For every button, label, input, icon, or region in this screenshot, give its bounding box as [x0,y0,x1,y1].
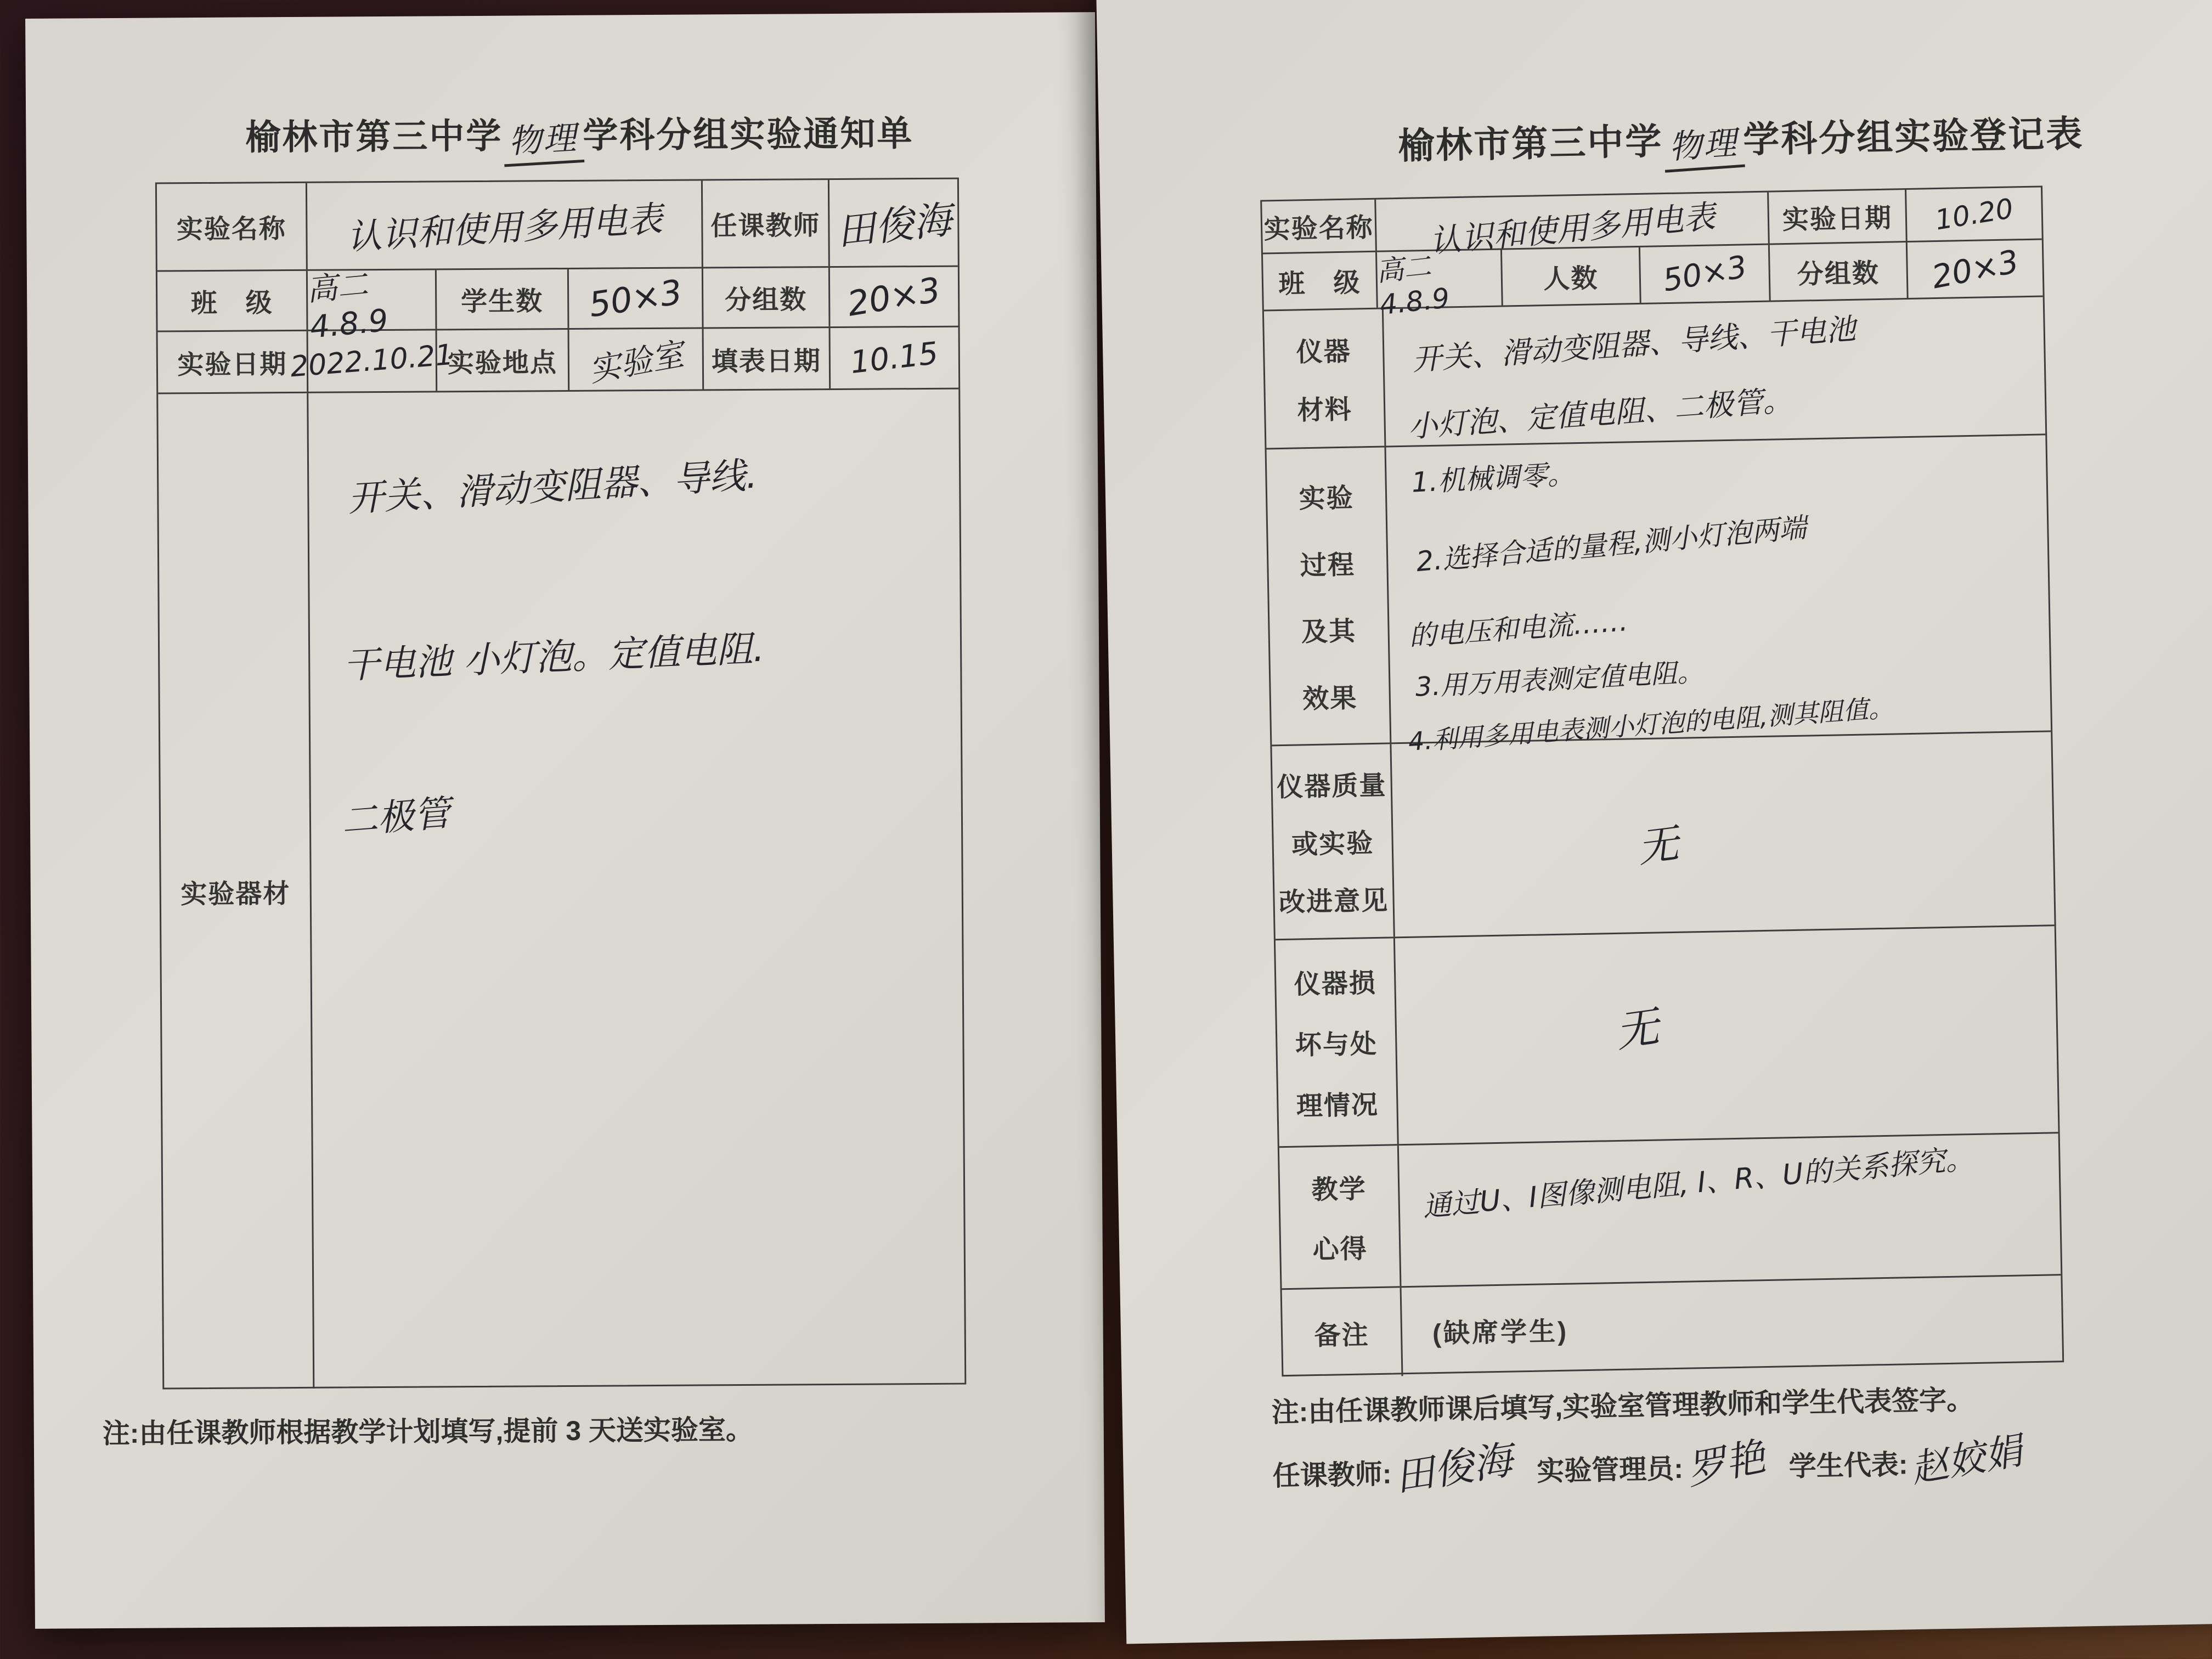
fill-date-value-cell [831,328,959,388]
materials-label-line: 材料 [1297,395,1353,426]
damage-label-line: 仪器损 [1294,968,1377,1000]
place-label: 实验地点 [447,348,558,378]
equipment-content-cell [308,390,964,1389]
experiment-date-value-cell [1906,188,2042,241]
quality-label-cell [1272,744,1395,939]
groups-value-cell [830,267,958,326]
groups-label-cell [1770,242,1909,301]
equipment-handwriting-line: 开关、滑动变阻器、导线. [346,454,759,520]
process-label-line: 及其 [1301,617,1357,647]
teacher-label-cell [703,180,830,267]
students-label: 学生数 [461,287,544,317]
count-handwriting: 50×3 [1660,249,1750,299]
materials-handwriting-line: 开关、滑动变阻器、导线、干电池 [1411,311,1857,377]
process-handwriting-line: 2.选择合适的量程,测小灯泡两端 [1414,511,1808,578]
registration-form-title [1397,104,2084,172]
process-label-line: 效果 [1302,684,1358,714]
process-label-cell [1267,447,1392,744]
process-label-line: 过程 [1300,550,1356,581]
groups-label-cell [703,268,831,327]
groups-value-cell [1908,240,2043,297]
materials-handwriting-line: 小灯泡、定值电阻、二极管。 [1407,382,1793,445]
table-row [157,179,958,272]
groups-label: 分组数 [725,285,808,315]
notice-form-title [245,105,914,163]
registration-footnote: 注:由任课教师课后填写,实验室管理教师和学生代表签字。 [1271,1384,1974,1428]
table-row [1279,1133,2061,1290]
damage-label-cell [1276,938,1399,1146]
table-row [158,390,964,1390]
students-value-cell [569,268,704,328]
handwritten-subject: 物理 [501,111,584,167]
title-school-text: 榆林市第三中学 [1397,121,1664,166]
experiment-name-label: 实验名称 [1263,213,1374,245]
notice-form-page [25,12,1105,1629]
notice-table [155,178,966,1390]
table-row [1272,732,2054,940]
insight-content-cell [1399,1133,2061,1286]
class-handwriting: 高二4.8.9 [1374,250,1451,321]
fill-date-label-cell [704,328,831,389]
teacher-signature-cell [830,179,958,266]
experiment-date-handwriting: 10.20 [1933,192,2016,236]
experiment-name-label-cell [157,183,308,270]
table-row [1264,297,2045,449]
student-signature-label: 学生代表: [1788,1449,1908,1482]
student-signature: 赵姣娟 [1908,1429,2026,1492]
title-suffix-text: 学科分组实验登记表 [1742,113,2084,160]
experiment-date-label-cell [158,331,309,393]
class-label-cell [157,271,308,331]
experiment-date-handwriting: 2022.10.21 [289,338,455,384]
count-label: 人数 [1543,264,1599,295]
place-value-cell [569,329,704,390]
quality-label-line: 改进意见 [1278,886,1389,918]
quality-handwriting: 无 [1635,820,1681,872]
place-handwriting: 实验室 [586,335,687,390]
process-handwriting-line: 1.机械调零。 [1410,458,1576,499]
groups-handwriting: 20×3 [844,269,944,324]
damage-content-cell [1395,926,2058,1144]
manager-signature: 罗艳 [1682,1433,1769,1494]
insight-label-line: 心得 [1312,1234,1368,1265]
count-value-cell [1640,245,1771,303]
remark-content-cell [1402,1276,2063,1376]
class-handwriting: 高二4.8.9 [305,267,390,346]
teacher-signature-label: 任课教师: [1272,1458,1392,1492]
class-label: 班 级 [190,289,273,319]
title-suffix-text: 学科分组实验通知单 [583,114,914,155]
students-label-cell [437,269,569,329]
count-label-cell [1502,247,1641,306]
experiment-name-label: 实验名称 [176,215,287,245]
equipment-handwriting-line: 干电池 小灯泡。定值电阻. [342,627,765,687]
insight-label-line: 教学 [1311,1175,1367,1205]
table-row [158,328,959,394]
registration-form-page [1096,0,2212,1644]
table-row [157,267,958,346]
class-label: 班 级 [1278,268,1361,299]
experiment-date-value-cell [289,330,455,391]
experiment-date-label: 实验日期 [1782,204,1893,235]
remark-label: 备注 [1314,1321,1370,1351]
table-row [1267,435,2051,757]
materials-content-cell [1384,297,2045,445]
damage-handwriting: 无 [1612,1002,1662,1057]
students-handwriting: 50×3 [586,272,685,325]
equipment-handwriting-line: 二极管 [340,792,452,843]
class-value-cell [1374,250,1503,321]
remark-printed-value: (缺席学生) [1432,1317,1569,1349]
experiment-name-handwriting: 认识和使用多用电表 [346,199,664,258]
process-handwriting-line: 的电压和电流…… [1408,605,1629,653]
table-row [1282,1276,2063,1378]
teacher-signature: 田俊海 [1391,1436,1516,1500]
teacher-signature: 田俊海 [834,196,954,255]
manager-signature-label: 实验管理员: [1536,1453,1684,1487]
place-label-cell [437,330,570,391]
groups-handwriting: 20×3 [1928,242,2022,296]
process-content-cell [1386,435,2051,757]
teacher-label: 任课教师 [710,211,821,241]
experiment-name-label-cell [1262,200,1377,253]
notice-footnote: 注:由任课教师根据教学计划填写,提前 3 天送实验室。 [102,1414,754,1449]
process-handwriting-line: 3.用万用表测定值电阻。 [1414,656,1705,703]
equipment-label: 实验器材 [180,879,291,909]
equipment-label-cell [158,393,314,1390]
materials-label-line: 仪器 [1296,337,1352,368]
groups-label: 分组数 [1797,258,1880,290]
title-school-text: 榆林市第三中学 [245,116,503,157]
experiment-name-handwriting: 认识和使用多用电表 [1428,197,1717,260]
process-label-line: 实验 [1299,483,1355,514]
quality-label-line: 仪器质量 [1276,771,1387,803]
experiment-date-label: 实验日期 [177,349,287,380]
damage-label-line: 坏与处 [1295,1029,1378,1060]
remark-label-cell [1282,1288,1403,1378]
quality-content-cell [1391,732,2054,936]
insight-label-cell [1279,1146,1402,1288]
experiment-name-value-cell [1376,193,1770,260]
experiment-date-label-cell [1769,190,1908,244]
materials-label-cell [1264,309,1386,448]
fill-date-handwriting: 10.15 [849,335,940,381]
registration-table [1260,185,2064,1376]
class-value-cell [305,267,437,346]
class-label-cell [1263,252,1378,310]
fill-date-label: 填表日期 [711,346,822,376]
damage-label-line: 理情况 [1296,1090,1379,1121]
experiment-name-value-cell [307,180,703,269]
quality-label-line: 或实验 [1291,828,1374,860]
signature-row [1272,1423,2206,1500]
insight-handwriting: 通过U、I图像测电阻, I、R、U的关系探究。 [1421,1142,1976,1224]
process-handwriting-line: 4.利用多用电表测小灯泡的电阻,测其阻值。 [1407,692,1895,757]
table-row [1276,926,2058,1148]
handwritten-subject: 物理 [1662,116,1745,173]
